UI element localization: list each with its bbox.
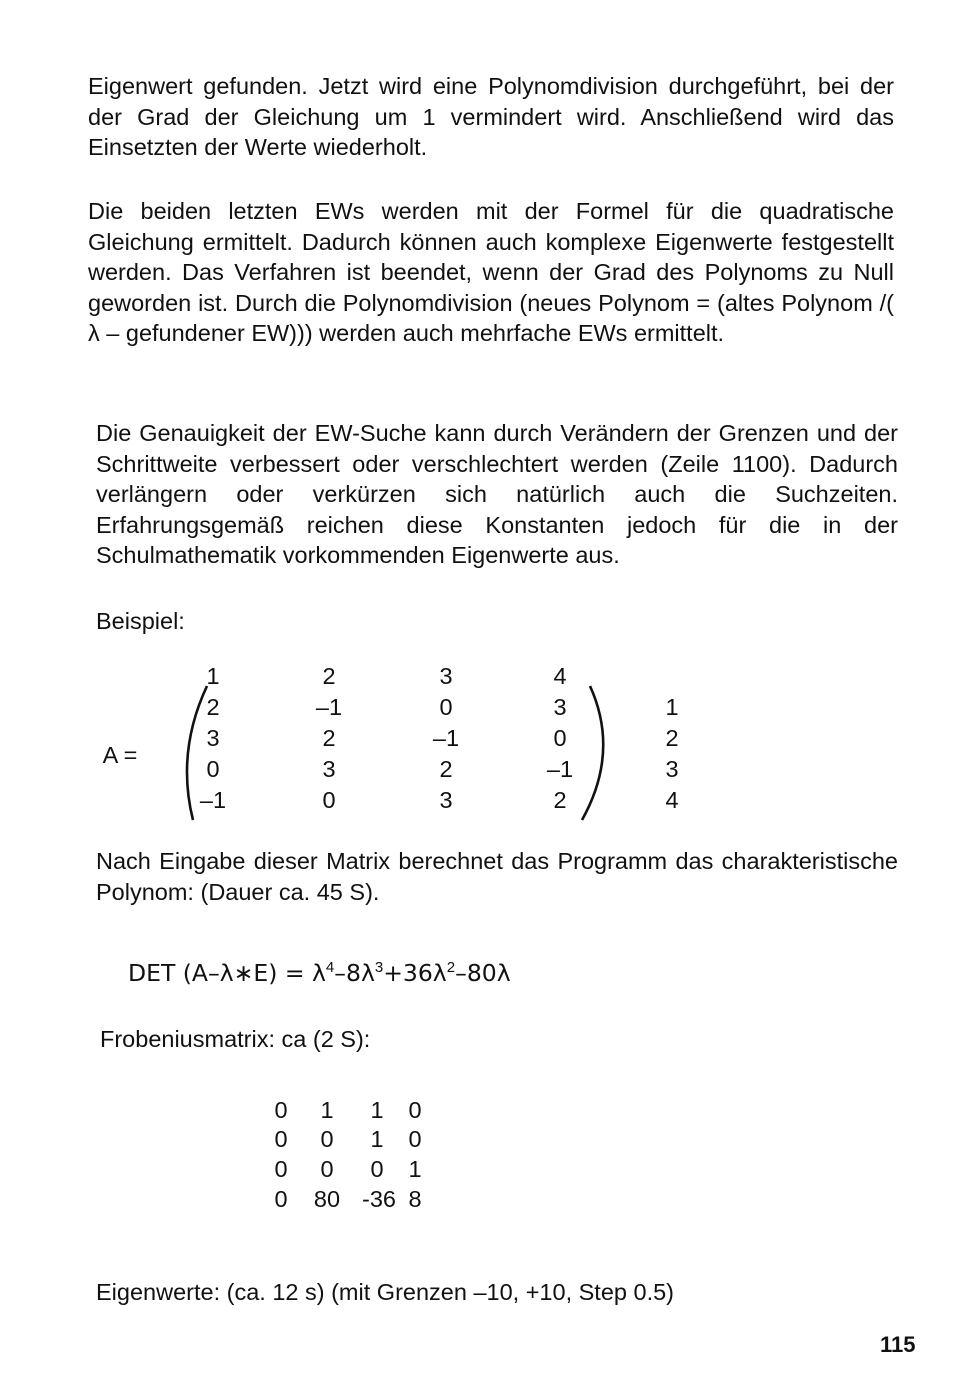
frobenius-cell: 8 bbox=[408, 1186, 422, 1212]
matrix-header-cell: 4 bbox=[553, 663, 567, 689]
frobenius-cell: 0 bbox=[274, 1186, 288, 1212]
matrix-cell: 2 bbox=[553, 787, 567, 813]
frobenius-cell: 1 bbox=[370, 1097, 384, 1123]
frobenius-cell: 1 bbox=[408, 1156, 422, 1182]
matrix-cell: 2 bbox=[322, 725, 336, 751]
matrix-cell: 3 bbox=[206, 725, 220, 751]
matrix-cell: 0 bbox=[439, 694, 453, 720]
side-column-cell: 4 bbox=[665, 787, 679, 813]
det-prefix: DET (A–λ∗E) = λ bbox=[128, 959, 326, 987]
matrix-cell: –1 bbox=[432, 725, 460, 751]
frobenius-cell: 0 bbox=[274, 1097, 288, 1123]
matrix-header-cell: 3 bbox=[439, 663, 453, 689]
matrix-cell: 0 bbox=[206, 756, 220, 782]
frobenius-cell: 80 bbox=[313, 1186, 341, 1212]
paragraph-polynomdivision: Eigenwert gefunden. Jetzt wird eine Polynomdivision durchgeführt, bei der der Grad der Gleichung um 1 vermindert wird. Anschließend wird das Einsetzten der Werte wiederholt. bbox=[88, 73, 894, 160]
det-term-2: –8λ bbox=[334, 959, 375, 987]
side-column-cell: 3 bbox=[665, 756, 679, 782]
paragraph-quadratic-formula: Die beiden letzten EWs werden mit der Formel für die quadratische Gleichung ermittelt. Dadurch können auch komplexe Eigenwerte festgestellt werden. Das Verfahren ist beendet, wenn der Grad des Polynoms zu Null geworden ist. Durch die Polynomdivision (neues Polynom = (altes Polynom /( λ – gefundener EW))) werden auch mehrfache EWs ermittelt. bbox=[88, 198, 894, 346]
frobenius-cell: 0 bbox=[408, 1097, 422, 1123]
frobenius-cell: 0 bbox=[320, 1156, 334, 1182]
frobenius-label: Frobeniusmatrix: ca (2 S): bbox=[100, 1026, 371, 1052]
matrix-header-cell: 2 bbox=[322, 663, 336, 689]
matrix-cell: 0 bbox=[553, 725, 567, 751]
side-column-cell: 2 bbox=[665, 725, 679, 751]
paragraph-accuracy: Die Genauigkeit der EW-Suche kann durch Verändern der Grenzen und der Schrittweite verbessert oder verschlechtert werden (Zeile 1100). Dadurch verlängern oder verkürzen sich natürlich auch die Suchzeiten. Erfahrungsgemäß reichen diese Konstanten jedoch für die in der Schulmathematik vorkommenden Eigenwerte aus. bbox=[96, 420, 898, 568]
matrix-cell: 3 bbox=[322, 756, 336, 782]
paragraph-characteristic-polynomial: Nach Eingabe dieser Matrix berechnet das Programm das charakteristische Polynom: (Dauer ca. 45 S). bbox=[96, 848, 898, 905]
matrix-cell: –1 bbox=[199, 787, 227, 813]
page-number: 115 bbox=[880, 1332, 916, 1357]
matrix-header-cell: 1 bbox=[206, 663, 220, 689]
frobenius-cell: -36 bbox=[362, 1186, 396, 1212]
frobenius-cell: 0 bbox=[274, 1156, 288, 1182]
matrix-cell: –1 bbox=[546, 756, 574, 782]
det-exponent-4: 4 bbox=[325, 959, 335, 976]
det-exponent-2: 2 bbox=[446, 959, 456, 976]
eigenwerte-line: Eigenwerte: (ca. 12 s) (mit Grenzen –10, +10, Step 0.5) bbox=[96, 1279, 674, 1305]
frobenius-cell: 0 bbox=[320, 1126, 334, 1152]
example-heading: Beispiel: bbox=[96, 608, 185, 634]
det-term-4: –80λ bbox=[455, 959, 511, 987]
matrix-cell: 3 bbox=[439, 787, 453, 813]
frobenius-cell: 1 bbox=[320, 1097, 334, 1123]
frobenius-cell: 1 bbox=[370, 1126, 384, 1152]
det-exponent-3: 3 bbox=[374, 959, 384, 976]
matrix-cell: 2 bbox=[439, 756, 453, 782]
frobenius-cell: 0 bbox=[274, 1126, 288, 1152]
matrix-cell: 3 bbox=[553, 694, 567, 720]
side-column-cell: 1 bbox=[665, 694, 679, 720]
frobenius-cell: 0 bbox=[370, 1156, 384, 1182]
matrix-cell: 0 bbox=[322, 787, 336, 813]
det-term-3: +36λ bbox=[383, 959, 447, 987]
det-equation bbox=[128, 958, 828, 989]
matrix-cell: –1 bbox=[315, 694, 343, 720]
frobenius-cell: 0 bbox=[408, 1126, 422, 1152]
matrix-label: A = bbox=[102, 742, 138, 768]
matrix-cell: 2 bbox=[206, 694, 220, 720]
